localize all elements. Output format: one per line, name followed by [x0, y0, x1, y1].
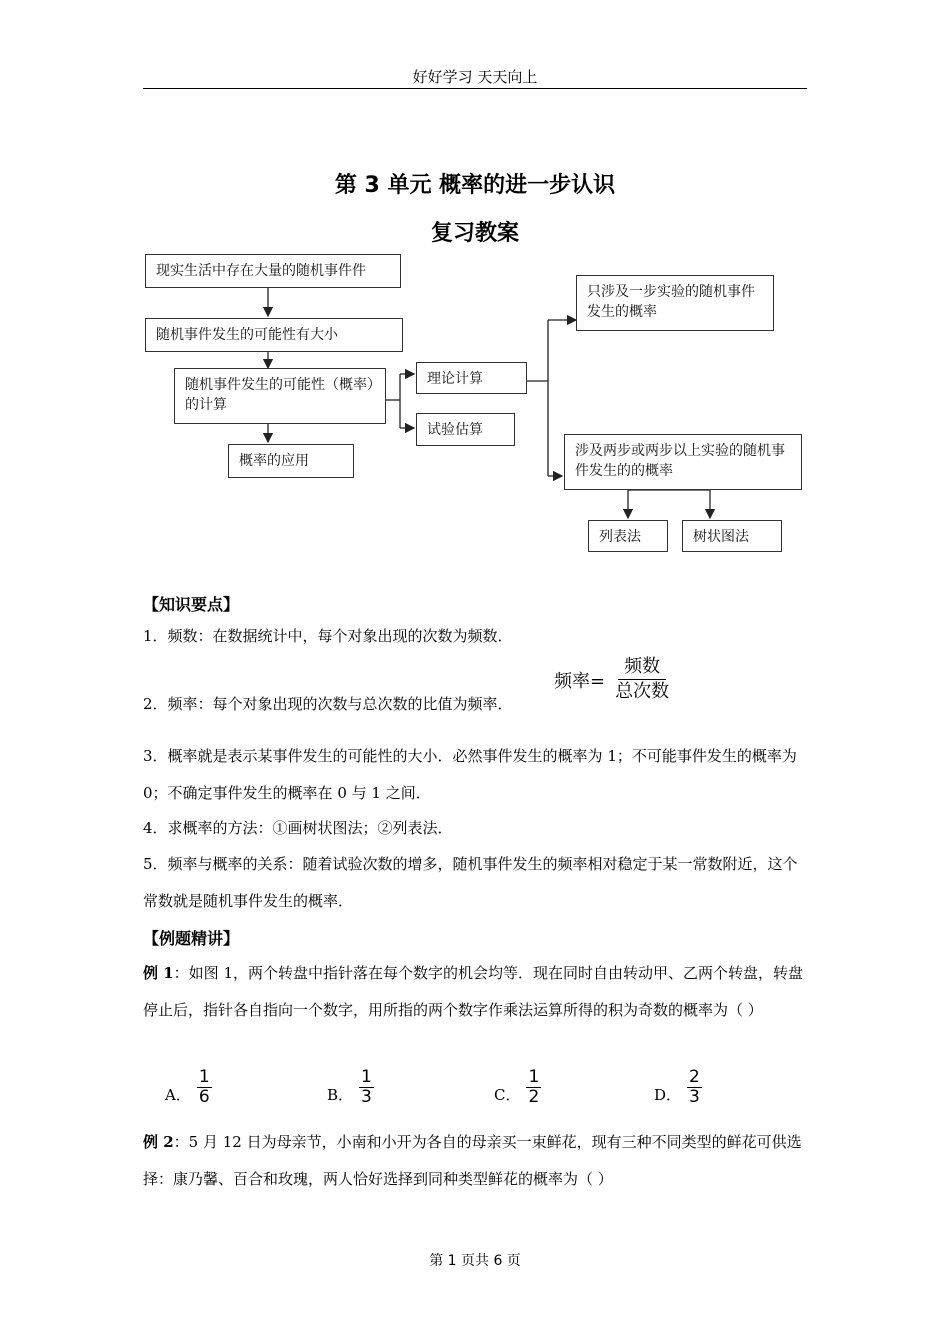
diagram-box-calculation: 随机事件发生的可能性（概率）的计算: [174, 368, 386, 424]
option-a-label: A．: [165, 1086, 191, 1104]
concept-diagram: [0, 0, 950, 560]
example-2-text: ：5 月 12 日为母亲节，小南和小开为各自的母亲买一束鲜花，现有三种不同类型的鲜花可供选择：康乃馨、百合和玫瑰，两人恰好选择到同种类型鲜花的概率为（ ）: [143, 1133, 802, 1188]
option-c-den: 2: [528, 1087, 540, 1107]
example-1-label: 例 1: [143, 964, 174, 982]
knowledge-point-5: 5．频率与概率的关系：随着试验次数的增多，随机事件发生的频率相对稳定于某一常数附近，这个常数就是随机事件发生的概率．: [143, 855, 798, 910]
option-c-label: C．: [494, 1086, 521, 1104]
option-d-fraction: [687, 1068, 702, 1107]
knowledge-point-1: 1．频数：在数据统计中，每个对象出现的次数为频数．: [143, 627, 513, 645]
knowledge-point-2: 2．频率：每个对象出现的次数与总次数的比值为频率．: [143, 695, 513, 713]
option-a-num: 1: [198, 1067, 210, 1087]
option-d-label: D．: [654, 1086, 682, 1104]
examples-heading: 【例题精讲】: [143, 929, 240, 948]
option-b-fraction: [359, 1068, 374, 1107]
option-b-num: 1: [361, 1067, 372, 1087]
example-1: [143, 955, 807, 1029]
example-2-label: 例 2: [143, 1133, 174, 1151]
unit-title: 第 3 单元 概率的进一步认识: [334, 173, 616, 198]
diagram-box-possibility: 随机事件发生的可能性有大小: [145, 318, 403, 352]
option-a: [165, 1068, 212, 1107]
lesson-title: 复习教案: [430, 221, 519, 246]
frequency-formula: [554, 655, 675, 704]
knowledge-heading: 【知识要点】: [143, 595, 240, 614]
option-c: [494, 1068, 541, 1107]
diagram-connectors: [0, 0, 950, 560]
formula-fraction: [609, 655, 675, 704]
option-b-label: B．: [327, 1086, 354, 1104]
diagram-box-experiment: 试验估算: [416, 413, 515, 446]
option-d-num: 2: [689, 1067, 700, 1087]
knowledge-point-3: 3．概率就是表示某事件发生的可能性的大小．必然事件发生的概率为 1；不可能事件发生的概率为 0；不确定事件发生的概率在 0 与 1 之间．: [143, 747, 797, 802]
formula-denominator: 总次数: [615, 681, 670, 702]
diagram-box-random-events: 现实生活中存在大量的随机事件件: [145, 254, 401, 288]
option-d: [654, 1068, 702, 1107]
option-d-den: 3: [689, 1087, 700, 1107]
diagram-box-table-method: 列表法: [588, 520, 668, 552]
diagram-box-one-step: 只涉及一步实验的随机事件发生的概率: [576, 275, 774, 331]
page-footer: 第 1 页共 6 页: [429, 1253, 521, 1269]
diagram-box-application: 概率的应用: [228, 444, 354, 478]
formula-numerator: 频数: [618, 655, 666, 680]
diagram-box-multi-step: 涉及两步或两步以上实验的随机事件发生的的概率: [564, 434, 802, 490]
option-c-num: 1: [528, 1067, 540, 1087]
diagram-box-tree-method: 树状图法: [682, 520, 782, 552]
diagram-box-theory: 理论计算: [416, 362, 527, 394]
option-c-fraction: [526, 1068, 541, 1107]
page-header: 好好学习 天天向上: [412, 68, 538, 86]
option-b: [327, 1068, 374, 1107]
example-2: [143, 1124, 807, 1198]
formula-lhs: 频率=: [554, 670, 606, 692]
option-a-fraction: [197, 1068, 212, 1107]
example-1-text: ：如图 1，两个转盘中指针落在每个数字的机会均等．现在同时自由转动甲、乙两个转盘，转盘停止后，指针各自指向一个数字，用所指的两个数字作乘法运算所得的积为奇数的概率为（ ）: [143, 964, 803, 1019]
option-b-den: 3: [361, 1087, 372, 1107]
knowledge-point-4: 4．求概率的方法：①画树状图法；②列表法．: [143, 819, 453, 837]
option-a-den: 6: [198, 1087, 210, 1107]
